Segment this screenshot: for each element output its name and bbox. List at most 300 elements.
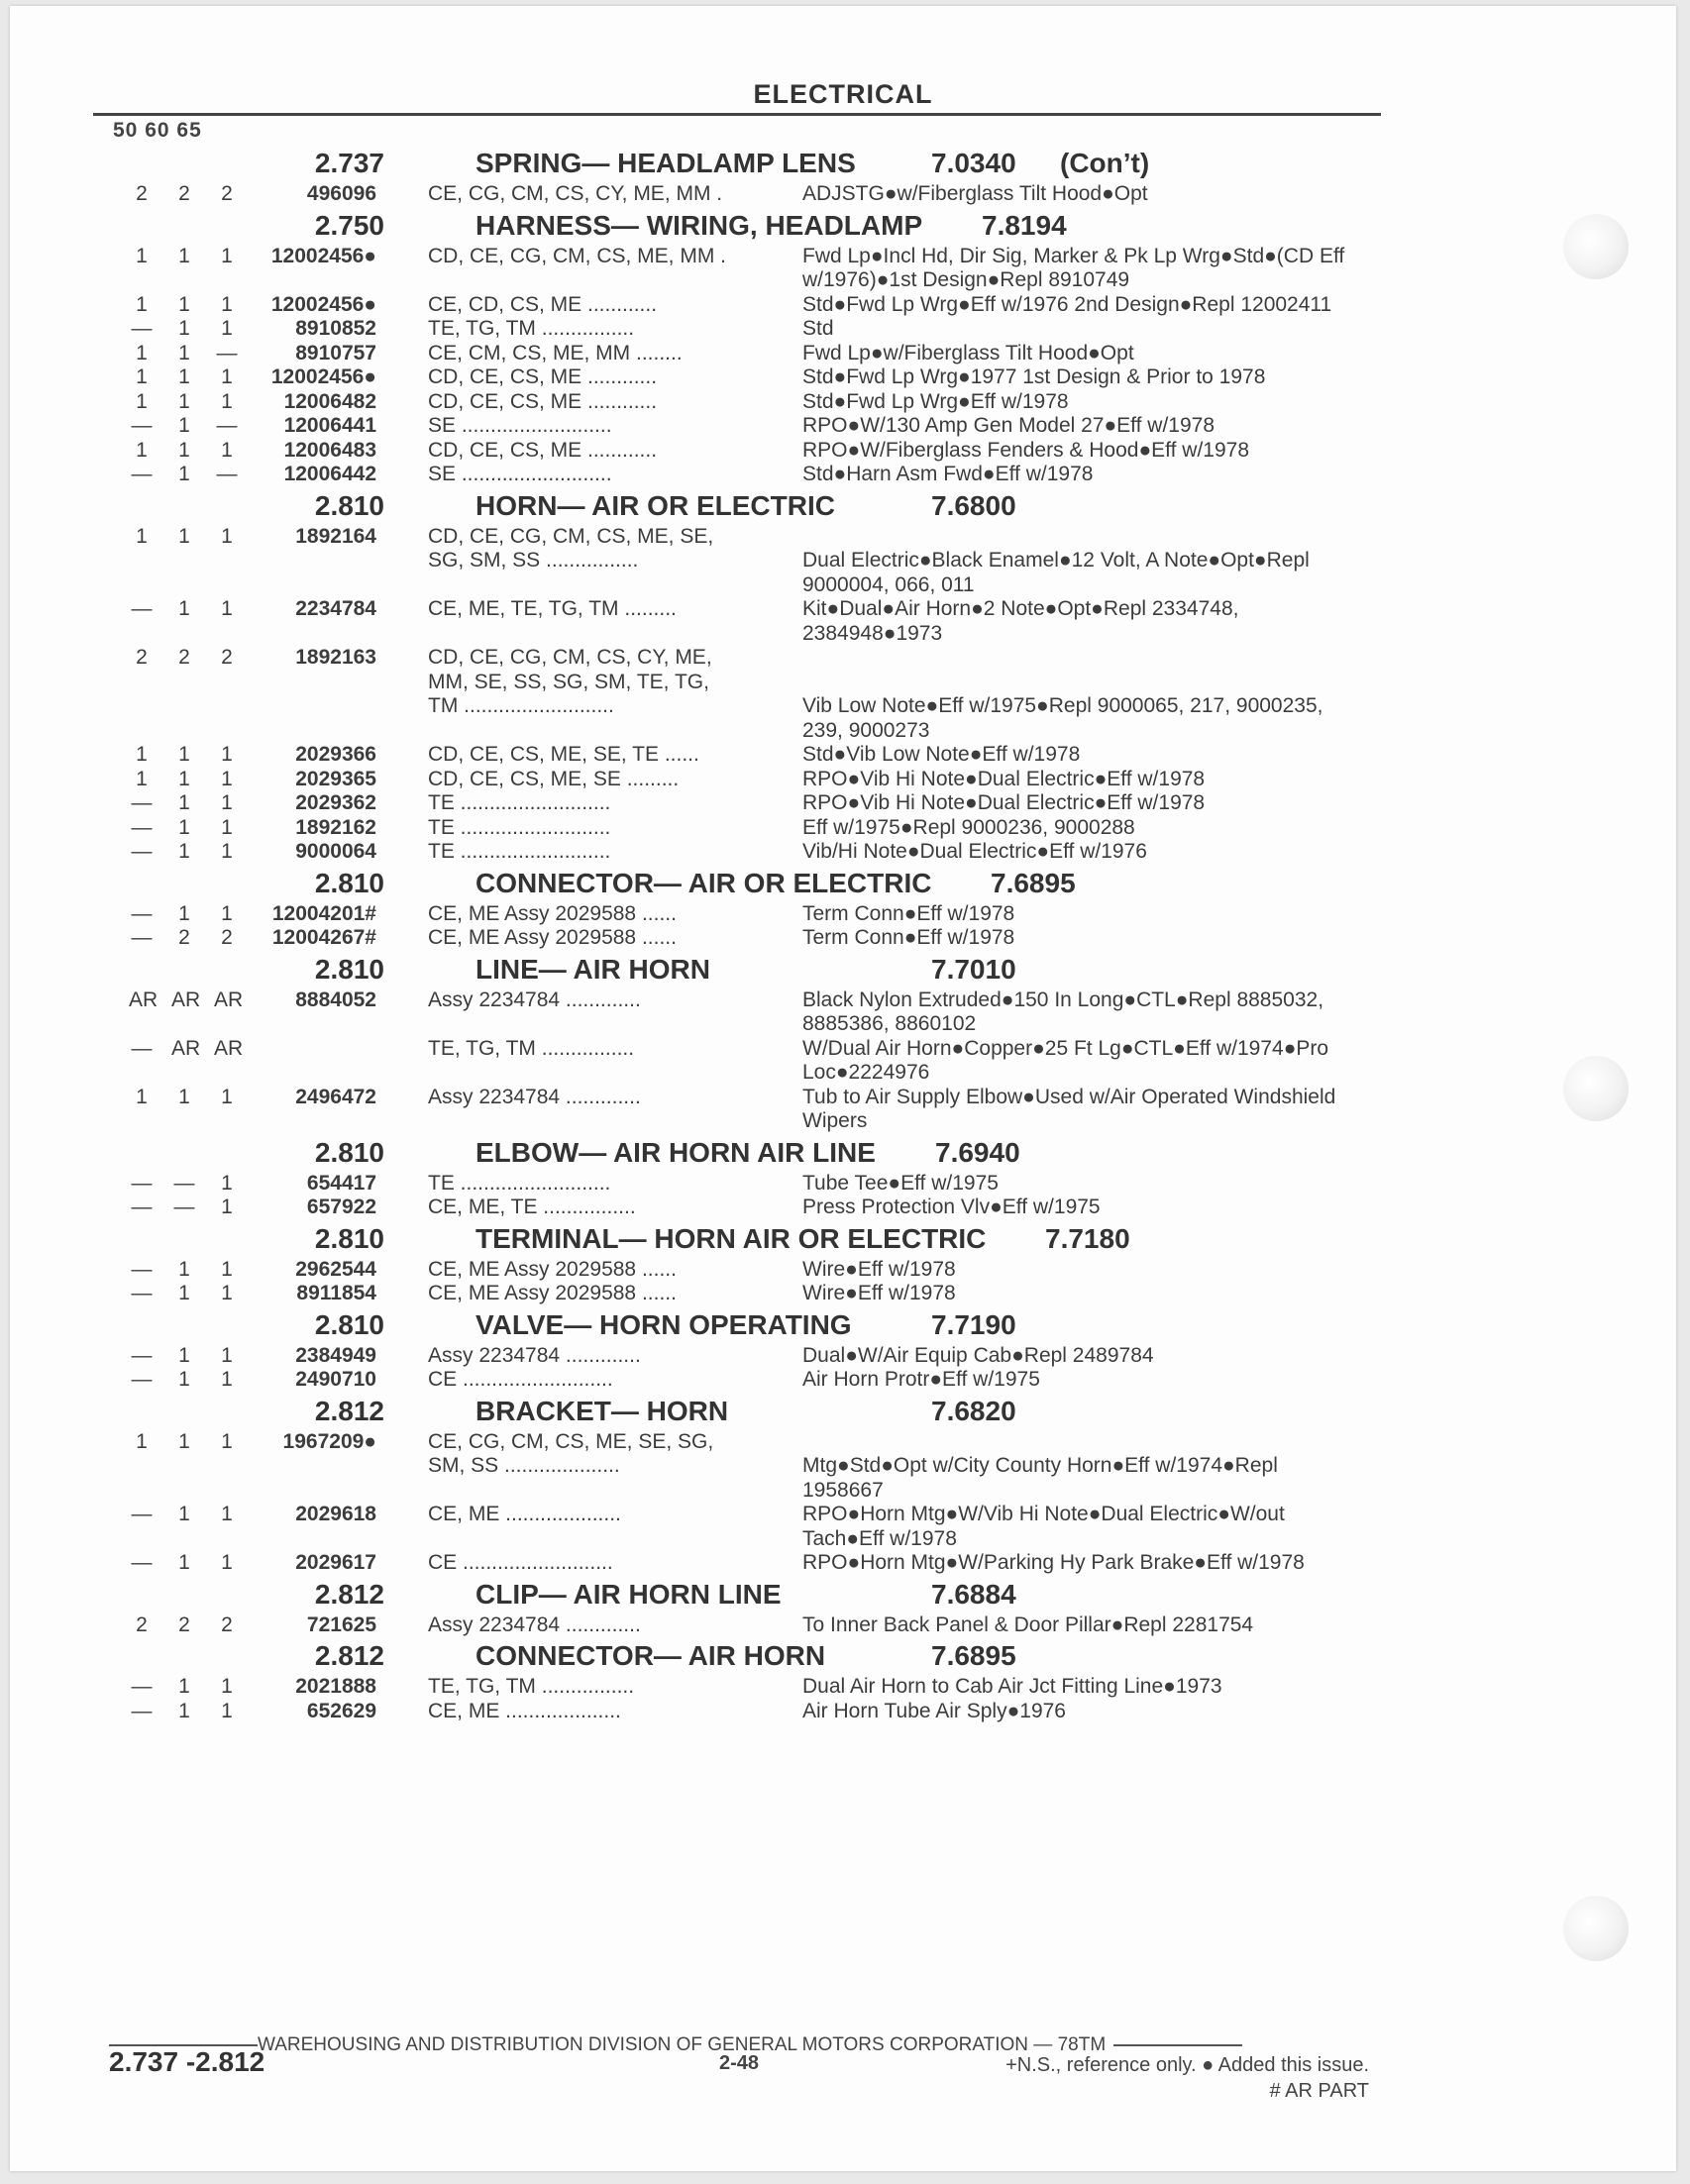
qty-cell: — — [131, 926, 153, 949]
part-number: 1892162 — [295, 815, 376, 839]
section-code: 7.7190 — [931, 1308, 1016, 1340]
qty-cell: 2 — [136, 1612, 148, 1636]
part-number: 2496472 — [295, 1085, 376, 1108]
part-row — [10, 694, 1676, 743]
qty-cell: — — [216, 341, 238, 364]
section-header — [10, 1306, 1676, 1344]
qty-cell: 1 — [178, 292, 190, 316]
qty-cell: 1 — [221, 365, 233, 388]
qty-cell: 1 — [178, 365, 190, 388]
part-number: 652629 — [306, 1699, 376, 1722]
part-row — [10, 1037, 1676, 1086]
part-row — [10, 1503, 1676, 1551]
qty-cell: 1 — [178, 597, 190, 620]
application: CE, ME Assy 2029588 ...... — [428, 1282, 677, 1304]
qty-cell: 1 — [178, 1257, 190, 1281]
part-number: 12006442 — [283, 463, 376, 485]
section-code: 7.7180 — [1045, 1222, 1130, 1254]
qty-cell: — — [131, 414, 153, 437]
section-title: VALVE— HORN OPERATING — [475, 1308, 852, 1340]
qty-cell: 2 — [221, 646, 233, 669]
section-header — [10, 865, 1676, 902]
qty-cell: 2 — [178, 182, 190, 205]
part-row — [10, 293, 1676, 318]
parts-list — [10, 145, 1676, 1723]
qty-cell: 1 — [221, 1551, 233, 1574]
part-number: 8910852 — [295, 317, 376, 340]
application: CE .......................... — [428, 1368, 613, 1391]
section-number: 2.737 — [314, 148, 384, 178]
section-title: TERMINAL— HORN AIR OR ELECTRIC — [475, 1222, 987, 1254]
part-number: 12002456● — [270, 365, 376, 388]
application: CD, CE, CS, ME, SE ......... — [428, 767, 680, 790]
part-row — [10, 245, 1676, 293]
application: CD, CE, CG, CM, CS, ME, MM . — [428, 244, 727, 267]
part-number: 12002456● — [270, 292, 376, 316]
part-row — [10, 1282, 1676, 1306]
application: TE .......................... — [428, 840, 611, 863]
qty-cell: 1 — [178, 1551, 190, 1574]
application: CE, ME .................... — [428, 1503, 621, 1525]
qty-cell: 1 — [221, 840, 233, 863]
qty-cell: 1 — [221, 791, 233, 814]
qty-cell: 1 — [136, 389, 148, 413]
qty-cell: — — [216, 414, 238, 437]
part-row — [10, 743, 1676, 768]
description: ADJSTG●w/Fiberglass Tilt Hood●Opt — [802, 182, 1148, 205]
part-row — [10, 1368, 1676, 1393]
section-number: 2.810 — [314, 1308, 384, 1340]
part-number: 2234784 — [295, 597, 376, 620]
section-title: HORN— AIR OR ELECTRIC — [475, 489, 835, 521]
part-row — [10, 671, 1676, 695]
section-code: 7.6800 — [931, 489, 1016, 521]
qty-cell: 1 — [178, 815, 190, 839]
qty-cell: 1 — [221, 1503, 233, 1525]
part-row — [10, 1430, 1676, 1455]
part-number: 2029617 — [295, 1551, 376, 1574]
section-number: 2.812 — [314, 1395, 384, 1426]
application: CE, ME, TE, TG, TM ......... — [428, 597, 677, 620]
part-number: 721625 — [306, 1612, 376, 1636]
qty-cell: 1 — [178, 389, 190, 413]
qty-cell: AR — [129, 988, 158, 1011]
section-number: 2.810 — [314, 1222, 384, 1254]
section-title: HARNESS— WIRING, HEADLAMP — [475, 209, 923, 241]
application: CE, CG, CM, CS, ME, SE, SG, — [428, 1429, 714, 1453]
qty-cell: 1 — [178, 1699, 190, 1722]
application: CE, ME Assy 2029588 ...... — [428, 901, 677, 925]
application: CE, ME Assy 2029588 ...... — [428, 1257, 677, 1281]
application: CE .......................... — [428, 1551, 613, 1574]
part-row — [10, 902, 1676, 927]
application: TE, TG, TM ................ — [428, 1675, 635, 1698]
part-number: 2029366 — [295, 743, 376, 766]
part-number: 1967209● — [282, 1429, 376, 1453]
application: SE .......................... — [428, 463, 612, 485]
qty-cell: 2 — [178, 646, 190, 669]
part-row — [10, 646, 1676, 671]
description: Std●Vib Low Note●Eff w/1978 — [802, 743, 1081, 766]
qty-cell: 1 — [221, 901, 233, 925]
qty-cell: 1 — [221, 1429, 233, 1453]
qty-cell: — — [131, 815, 153, 839]
description: RPO●Vib Hi Note●Dual Electric●Eff w/1978 — [802, 767, 1206, 790]
qty-cell: 1 — [178, 1343, 190, 1367]
qty-cell: 2 — [136, 646, 148, 669]
qty-cell: 1 — [178, 317, 190, 340]
qty-cell: — — [131, 1551, 153, 1574]
qty-cell: 1 — [178, 901, 190, 925]
qty-cell: — — [131, 1343, 153, 1367]
part-row — [10, 317, 1676, 342]
section-header — [10, 951, 1676, 988]
description: Dual Electric●Black Enamel●12 Volt, A Note●Opt●Repl 9000004, 066, 011 — [802, 549, 1310, 596]
section-number: 2.810 — [314, 867, 384, 898]
section-header — [10, 1220, 1676, 1258]
qty-cell: — — [131, 901, 153, 925]
application: TE .......................... — [428, 815, 611, 839]
application: CE, CM, CS, ME, MM ........ — [428, 341, 683, 364]
section-title: CONNECTOR— AIR OR ELECTRIC — [475, 867, 932, 898]
section-header — [10, 1393, 1676, 1430]
part-row — [10, 1344, 1676, 1369]
part-number: 12006482 — [283, 389, 376, 413]
section-continued: (Con’t) — [1060, 148, 1150, 178]
application: CE, ME, TE ................ — [428, 1196, 636, 1218]
qty-cell: 1 — [221, 317, 233, 340]
part-row — [10, 768, 1676, 792]
description: Air Horn Protr●Eff w/1975 — [802, 1368, 1040, 1391]
qty-cell: — — [131, 1171, 153, 1195]
description: Vib/Hi Note●Dual Electric●Eff w/1976 — [802, 840, 1147, 863]
part-number: 2029365 — [295, 767, 376, 790]
qty-cell: — — [131, 317, 153, 340]
description: RPO●Horn Mtg●W/Parking Hy Park Brake●Eff w/1978 — [802, 1551, 1305, 1574]
part-number: 12006441 — [283, 414, 376, 437]
qty-cell: — — [131, 1368, 153, 1391]
part-row — [10, 816, 1676, 841]
qty-cell: 1 — [221, 597, 233, 620]
application: SM, SS .................... — [428, 1454, 620, 1477]
qty-cell: 1 — [178, 524, 190, 548]
section-title: CLIP— AIR HORN LINE — [475, 1578, 782, 1610]
page-title: ELECTRICAL — [753, 79, 933, 109]
qty-cell: 2 — [178, 926, 190, 949]
qty-cell: 1 — [221, 1085, 233, 1108]
section-header — [10, 1576, 1676, 1613]
application: Assy 2234784 ............. — [428, 1343, 641, 1367]
qty-cell: 1 — [178, 1282, 190, 1304]
description: Dual Air Horn to Cab Air Jct Fitting Line●1973 — [802, 1675, 1222, 1698]
application: TM .......................... — [428, 694, 614, 717]
footer-range: 2.737 -2.812 — [109, 2046, 265, 2077]
qty-cell: AR — [171, 988, 201, 1011]
qty-cell: 1 — [221, 524, 233, 548]
qty-cell: 1 — [136, 1085, 148, 1108]
part-row — [10, 1551, 1676, 1576]
section-header — [10, 1637, 1676, 1675]
section-number: 2.810 — [314, 1136, 384, 1168]
section-number: 2.750 — [314, 209, 384, 241]
part-number: 12004201# — [271, 901, 376, 925]
application: Assy 2234784 ............. — [428, 1085, 641, 1108]
qty-cell: 1 — [178, 767, 190, 790]
description: Std●Harn Asm Fwd●Eff w/1978 — [802, 463, 1094, 485]
qty-cell: 1 — [178, 1368, 190, 1391]
qty-cell: 1 — [221, 815, 233, 839]
qty-cell: — — [131, 840, 153, 863]
section-code: 7.6820 — [931, 1395, 1016, 1426]
description: Air Horn Tube Air Sply●1976 — [802, 1699, 1066, 1722]
part-number: 2384949 — [295, 1343, 376, 1367]
part-row — [10, 463, 1676, 487]
qty-cell: 1 — [178, 1429, 190, 1453]
application: TE .......................... — [428, 791, 611, 814]
application: CE, ME Assy 2029588 ...... — [428, 926, 677, 949]
qty-cell: 1 — [221, 1368, 233, 1391]
part-row — [10, 1172, 1676, 1196]
application: MM, SE, SS, SG, SM, TE, TG, — [428, 670, 709, 693]
part-number: 2029362 — [295, 791, 376, 814]
part-row — [10, 926, 1676, 951]
qty-cell: 1 — [178, 1675, 190, 1698]
application: CD, CE, CS, ME ............ — [428, 365, 658, 388]
section-code: 7.6940 — [935, 1136, 1020, 1168]
qty-cell: 1 — [136, 743, 148, 766]
application: CD, CE, CG, CM, CS, CY, ME, — [428, 646, 712, 669]
qty-cell: 2 — [136, 182, 148, 205]
footer-division-text: WAREHOUSING AND DISTRIBUTION DIVISION OF GENERAL MOTORS CORPORATION — 78TM — [258, 2034, 1107, 2055]
qty-cell: AR — [214, 988, 244, 1011]
qty-cell: 2 — [221, 1612, 233, 1636]
part-row — [10, 439, 1676, 464]
part-number: 12002456● — [270, 244, 376, 267]
qty-cell: 1 — [221, 1699, 233, 1722]
qty-cell: 1 — [221, 743, 233, 766]
section-title: SPRING— HEADLAMP LENS — [475, 148, 856, 178]
description: RPO●Horn Mtg●W/Vib Hi Note●Dual Electric●W/out Tach●Eff w/1978 — [802, 1503, 1285, 1550]
part-number: 8910757 — [295, 341, 376, 364]
part-row — [10, 414, 1676, 439]
section-header — [10, 1134, 1676, 1172]
section-code: 7.0340 — [931, 148, 1016, 178]
qty-cell: — — [131, 1675, 153, 1698]
binder-hole — [1563, 1896, 1629, 1961]
qty-cell: 1 — [178, 1085, 190, 1108]
qty-cell: 1 — [178, 414, 190, 437]
qty-cell: 1 — [136, 244, 148, 267]
application: CE, CD, CS, ME ............ — [428, 292, 658, 316]
part-number: 2029618 — [295, 1503, 376, 1525]
qty-cell: 1 — [136, 341, 148, 364]
description: Std●Fwd Lp Wrg●Eff w/1978 — [802, 389, 1069, 413]
qty-cell: — — [173, 1171, 195, 1195]
qty-cell: — — [131, 1257, 153, 1281]
description: RPO●W/Fiberglass Fenders & Hood●Eff w/1978 — [802, 438, 1249, 462]
description: Fwd Lp●w/Fiberglass Tilt Hood●Opt — [802, 341, 1134, 364]
qty-cell: 1 — [178, 341, 190, 364]
part-number: 654417 — [306, 1171, 376, 1195]
qty-cell: 1 — [221, 1343, 233, 1367]
qty-cell: 1 — [221, 1282, 233, 1304]
footer-ar-legend: # AR PART — [1269, 2080, 1369, 2102]
application: CE, CG, CM, CS, CY, ME, MM . — [428, 182, 723, 205]
description: Eff w/1975●Repl 9000236, 9000288 — [802, 815, 1135, 839]
description: RPO●W/130 Amp Gen Model 27●Eff w/1978 — [802, 414, 1215, 437]
qty-cell: 2 — [221, 926, 233, 949]
section-number: 2.810 — [314, 953, 384, 985]
qty-cell: 1 — [136, 438, 148, 462]
qty-cell: 1 — [178, 244, 190, 267]
section-code: 7.6895 — [931, 1640, 1016, 1671]
qty-cell: 1 — [221, 292, 233, 316]
qty-cell: — — [173, 1196, 195, 1218]
application: CD, CE, CG, CM, CS, ME, SE, — [428, 524, 714, 548]
section-number: 2.810 — [314, 489, 384, 521]
section-code: 7.6895 — [991, 867, 1076, 898]
qty-cell: — — [131, 791, 153, 814]
description: Kit●Dual●Air Horn●2 Note●Opt●Repl 2334748, 2384948●1973 — [802, 597, 1239, 645]
part-row — [10, 1258, 1676, 1283]
qty-cell: 1 — [136, 524, 148, 548]
application: CD, CE, CS, ME, SE, TE ...... — [428, 743, 699, 766]
part-row — [10, 1086, 1676, 1134]
section-header — [10, 207, 1676, 245]
part-row — [10, 597, 1676, 646]
part-number: 2021888 — [295, 1675, 376, 1698]
application: SG, SM, SS ................ — [428, 549, 639, 572]
part-row — [10, 365, 1676, 390]
qty-cell: 1 — [136, 292, 148, 316]
section-number: 2.812 — [314, 1578, 384, 1610]
description: RPO●Vib Hi Note●Dual Electric●Eff w/1978 — [802, 791, 1206, 814]
qty-cell: 1 — [136, 365, 148, 388]
model-columns-header: 50 60 65 — [113, 119, 202, 142]
part-row — [10, 182, 1676, 207]
application: Assy 2234784 ............. — [428, 1612, 641, 1636]
section-header — [10, 487, 1676, 525]
part-number: 8884052 — [295, 988, 376, 1011]
qty-cell: 1 — [178, 463, 190, 485]
section-title: CONNECTOR— AIR HORN — [475, 1640, 826, 1671]
application: SE .......................... — [428, 414, 612, 437]
qty-cell: 1 — [221, 389, 233, 413]
part-row — [10, 549, 1676, 597]
qty-cell: — — [131, 597, 153, 620]
part-number: 12004267# — [271, 926, 376, 949]
title-rule — [93, 113, 1381, 116]
qty-cell: AR — [214, 1036, 244, 1060]
qty-cell: 1 — [221, 1196, 233, 1218]
description: To Inner Back Panel & Door Pillar●Repl 2281754 — [802, 1612, 1254, 1636]
footer-rule-right — [1113, 2044, 1242, 2046]
qty-cell: 2 — [178, 1612, 190, 1636]
footer-page-number: 2-48 — [719, 2052, 760, 2074]
qty-cell: 1 — [178, 438, 190, 462]
description: Tub to Air Supply Elbow●Used w/Air Operated Windshield Wipers — [802, 1085, 1336, 1132]
description: Std●Fwd Lp Wrg●Eff w/1976 2nd Design●Repl 12002411 — [802, 292, 1332, 316]
part-row — [10, 1675, 1676, 1700]
part-number: 9000064 — [295, 840, 376, 863]
qty-cell: 1 — [136, 1429, 148, 1453]
part-number: 2962544 — [295, 1257, 376, 1281]
description: Std●Fwd Lp Wrg●1977 1st Design & Prior to 1978 — [802, 365, 1266, 388]
application: Assy 2234784 ............. — [428, 988, 641, 1011]
description: Wire●Eff w/1978 — [802, 1257, 956, 1281]
qty-cell: 1 — [221, 244, 233, 267]
qty-cell: — — [131, 1196, 153, 1218]
footer-note-legend: +N.S., reference only. ● Added this issue. — [1005, 2054, 1369, 2076]
qty-cell: 1 — [221, 767, 233, 790]
qty-cell: 1 — [221, 1675, 233, 1698]
application: TE, TG, TM ................ — [428, 1036, 635, 1060]
section-title: BRACKET— HORN — [475, 1395, 729, 1426]
part-number: 1892163 — [295, 646, 376, 669]
qty-cell: 1 — [221, 1171, 233, 1195]
description: Std — [802, 317, 834, 340]
section-header — [10, 145, 1676, 182]
section-code: 7.8194 — [982, 209, 1067, 241]
qty-cell: 1 — [178, 743, 190, 766]
description: Tube Tee●Eff w/1975 — [802, 1171, 999, 1195]
part-row — [10, 1196, 1676, 1220]
qty-cell: 1 — [221, 438, 233, 462]
description: Term Conn●Eff w/1978 — [802, 901, 1015, 925]
application: CD, CE, CS, ME ............ — [428, 438, 658, 462]
section-number: 2.812 — [314, 1640, 384, 1671]
qty-cell: 1 — [221, 1257, 233, 1281]
part-number: 2490710 — [295, 1368, 376, 1391]
description: Dual●W/Air Equip Cab●Repl 2489784 — [802, 1343, 1154, 1367]
qty-cell: 2 — [221, 182, 233, 205]
part-number: 1892164 — [295, 524, 376, 548]
section-code: 7.7010 — [931, 953, 1016, 985]
part-row — [10, 791, 1676, 816]
description: W/Dual Air Horn●Copper●25 Ft Lg●CTL●Eff w/1974●Pro Loc●2224976 — [802, 1036, 1329, 1084]
section-title: ELBOW— AIR HORN AIR LINE — [475, 1136, 876, 1168]
part-row — [10, 1613, 1676, 1638]
part-number: 8911854 — [296, 1282, 376, 1304]
part-row — [10, 1700, 1676, 1724]
application: CE, ME .................... — [428, 1699, 621, 1722]
part-row — [10, 525, 1676, 550]
qty-cell: — — [131, 1282, 153, 1304]
qty-cell: — — [131, 463, 153, 485]
description: Press Protection Vlv●Eff w/1975 — [802, 1196, 1101, 1218]
section-code: 7.6884 — [931, 1578, 1016, 1610]
description: Fwd Lp●Incl Hd, Dir Sig, Marker & Pk Lp Wrg●Std●(CD Eff w/1976)●1st Design●Repl 8910749 — [802, 244, 1345, 291]
part-number: 496096 — [306, 182, 376, 205]
section-title: LINE— AIR HORN — [475, 953, 710, 985]
qty-cell: — — [131, 1503, 153, 1525]
description: Mtg●Std●Opt w/City County Horn●Eff w/1974●Repl 1958667 — [802, 1454, 1278, 1502]
part-number: 12006483 — [283, 438, 376, 462]
qty-cell: AR — [171, 1036, 201, 1060]
qty-cell: — — [131, 1036, 153, 1060]
part-row — [10, 342, 1676, 366]
part-number: 657922 — [306, 1196, 376, 1218]
qty-cell: — — [131, 1699, 153, 1722]
qty-cell: 1 — [178, 791, 190, 814]
qty-cell: 1 — [178, 840, 190, 863]
description: Vib Low Note●Eff w/1975●Repl 9000065, 217, 9000235, 239, 9000273 — [802, 694, 1323, 742]
application: TE, TG, TM ................ — [428, 317, 635, 340]
part-row — [10, 988, 1676, 1037]
description: Term Conn●Eff w/1978 — [802, 926, 1015, 949]
part-row — [10, 1454, 1676, 1503]
application: TE .......................... — [428, 1171, 611, 1195]
